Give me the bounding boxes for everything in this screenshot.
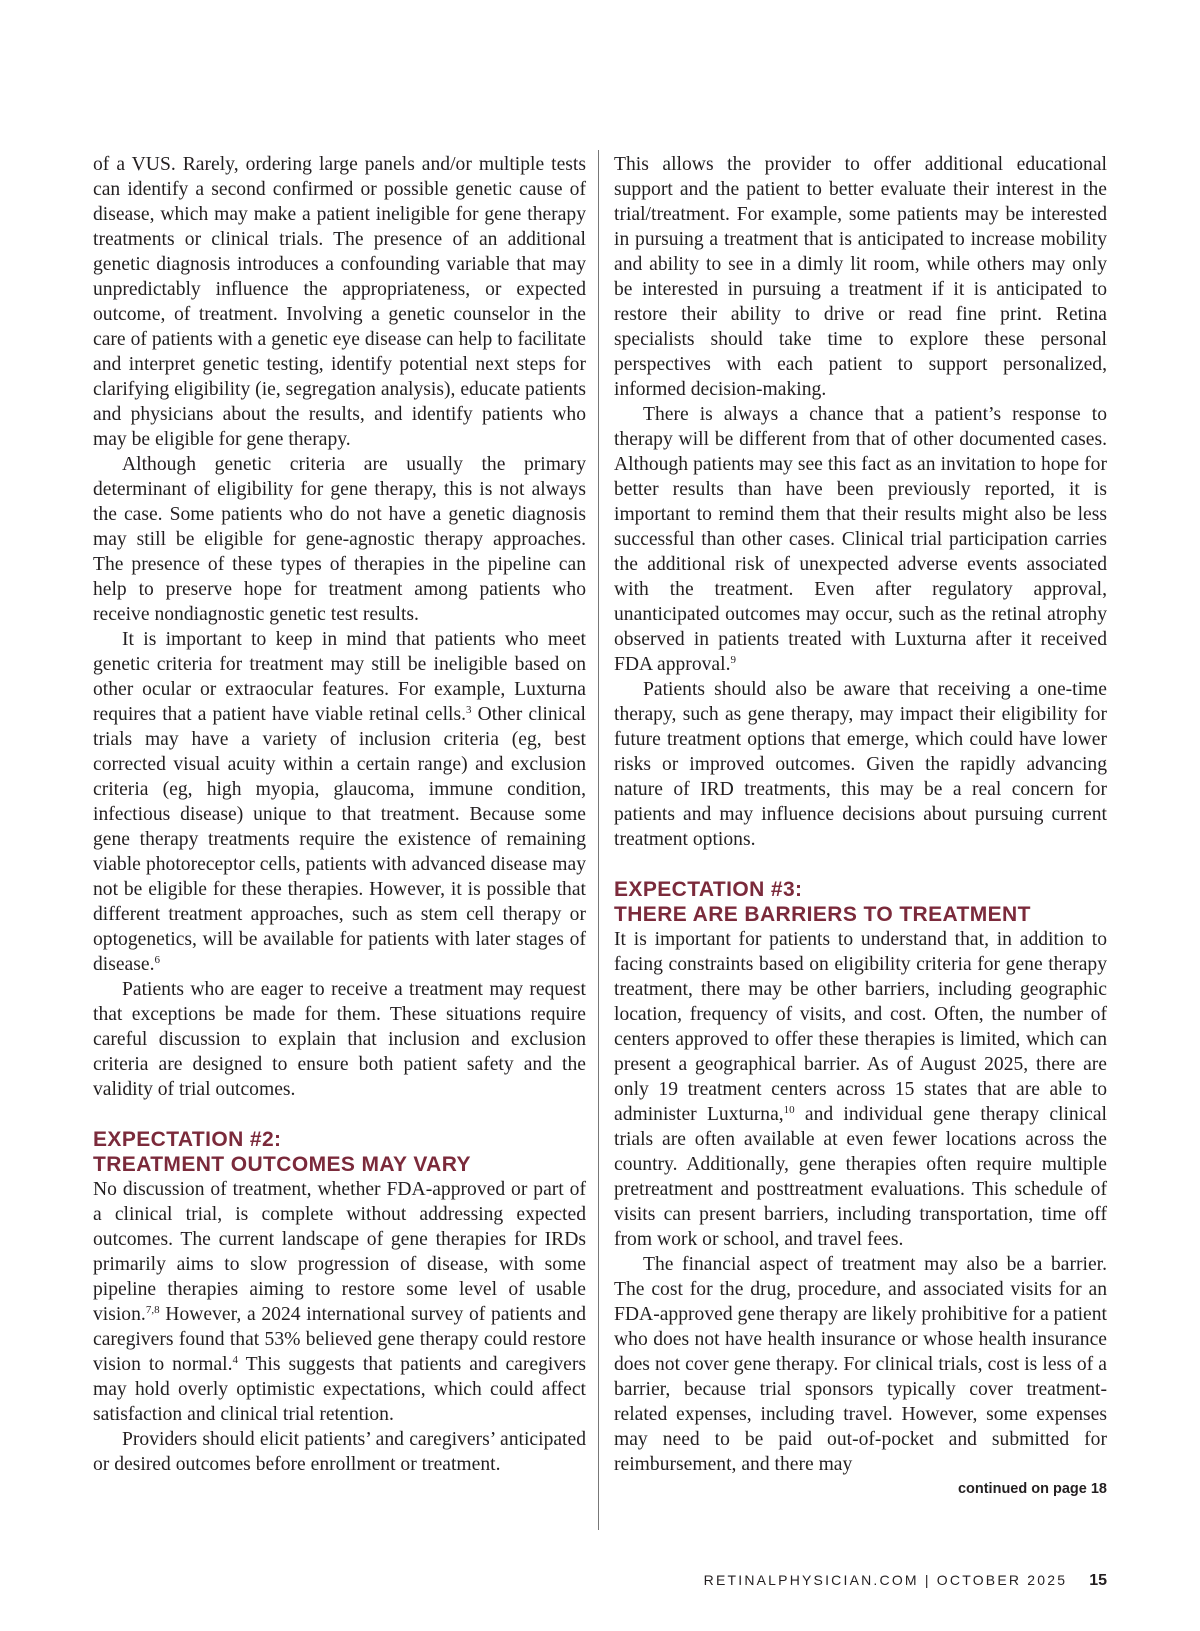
body-paragraph: Providers should elicit patients’ and caregivers’ anticipated or desired outcomes before enrollment or treatment.: [93, 1429, 586, 1475]
paragraph-text: It is important to keep in mind that patients who meet genetic criteria for treatment may still be ineligible based on other ocular or extraocular features. For example, Luxturna requires that a patient have viable retinal cells.: [93, 629, 586, 725]
heading-line: THERE ARE BARRIERS TO TREATMENT: [614, 903, 1031, 926]
body-paragraph: Although genetic criteria are usually the primary determinant of eligibility for gene therapy, this is not always the case. Some patients who do not have a genetic diagnosis may still be eligible for gene-agnostic therapy approaches. The presence of these types of therapies in the pipeline can help to preserve hope for treatment among patients who receive nondiagnostic genetic test results.: [93, 454, 586, 625]
continued-note: continued on page 18: [957, 1481, 1107, 1497]
right-column: [614, 152, 1107, 1499]
section-heading: [93, 1127, 586, 1177]
body-paragraph: Patients who are eager to receive a treatment may request that exceptions be made for them. These situations require careful discussion to explain that inclusion and exclusion criteria are designed to ensure both patient safety and the validity of trial outcomes.: [93, 979, 586, 1100]
column-divider: [598, 150, 599, 1530]
page-footer: [704, 1572, 1107, 1590]
paragraph-text: It is important for patients to understand that, in addition to facing constraints based on eligibility criteria for gene therapy treatment, there may be other barriers, including geographic location, frequency of visits, and cost. Often, the number of centers approved to offer these therapies is limited, which can present a geographical barrier. As of August 2025, there are only 19 treatment centers across 15 states that are able to administer Luxturna,: [614, 929, 1107, 1125]
body-paragraph: This allows the provider to offer additional educational support and the patient to better evaluate their interest in the trial/treatment. For example, some patients may be interested in pursuing a treatment that is anticipated to increase mobility and ability to see in a dimly lit room, while others may only be interested in pursuing a treatment if it is anticipated to restore their ability to drive or read fine print. Retina specialists should take time to explore these personal perspectives with each patient to support personalized, informed decision-making.: [614, 154, 1107, 400]
body-paragraph: Patients should also be aware that receiving a one-time therapy, such as gene therapy, may impact their eligibility for future treatment options that emerge, which could have lower risks or improved outcomes. Given the rapidly advancing nature of IRD treatments, this may be a real concern for patients and may influence decisions about pursuing current treatment options.: [614, 679, 1107, 850]
reference-superscript: 4: [232, 1354, 239, 1366]
body-paragraph: [93, 627, 586, 977]
heading-line: EXPECTATION #3:: [614, 878, 803, 901]
reference-superscript: 3: [466, 704, 472, 716]
reference-superscript: 7,8: [145, 1304, 160, 1316]
body-paragraph: [614, 402, 1107, 677]
body-paragraph: [93, 1177, 586, 1427]
left-column: [93, 152, 586, 1477]
paragraph-text: However, a 2024 international survey of patients and caregivers found that 53% believed gene therapy could restore vision to normal.: [93, 1304, 586, 1375]
paragraph-text: There is always a chance that a patient’s response to therapy will be different from that of other documented cases. Although patients may see this fact as an invitation to hope for better results than have been previously reported, it is important to remind them that their results might also be less successful than other cases. Clinical trial participation carries the additional risk of unexpected adverse events associated with the treatment. Even after regulatory approval, unanticipated outcomes may occur, such as the retinal atrophy observed in patients treated with Luxturna after it received FDA approval.: [614, 404, 1107, 675]
reference-superscript: 6: [154, 954, 160, 966]
body-paragraph: of a VUS. Rarely, ordering large panels and/or multiple tests can identify a second confirmed or possible genetic cause of disease, which may make a patient ineligible for gene therapy treatments or clinical trials. The presence of an additional genetic diagnosis introduces a confounding variable that may unpredictably influence the appropriateness, or expected outcome, of treatment. Involving a genetic counselor in the care of patients with a genetic eye disease can help to facilitate and interpret genetic testing, identify potential next steps for clarifying eligibility (ie, segregation analysis), educate patients and physicians about the results, and identify patients who may be eligible for gene therapy.: [93, 154, 586, 450]
reference-superscript: 10: [783, 1104, 795, 1116]
section-heading: [614, 877, 1107, 927]
body-paragraph: The financial aspect of treatment may also be a barrier. The cost for the drug, procedure, and associated visits for an FDA-approved gene therapy are likely prohibitive for a patient who does not have health insurance or whose health insurance does not cover gene therapy. For clinical trials, cost is less of a barrier, because trial sponsors typically cover treatment-related expenses, including travel. However, some expenses may need to be paid out-of-pocket and submitted for reimbursement, and there may: [614, 1254, 1107, 1475]
heading-line: TREATMENT OUTCOMES MAY VARY: [93, 1153, 471, 1176]
footer-site: RETINALPHYSICIAN.COM | OCTOBER 2025: [703, 1572, 1068, 1588]
body-paragraph: [614, 927, 1107, 1252]
paragraph-text: Other clinical trials may have a variety of inclusion criteria (eg, best corrected visual acuity within a certain range) and exclusion criteria (eg, high myopia, glaucoma, immune condition, infectious disease) unique to that treatment. Because some gene therapy treatments require the existence of remaining viable photoreceptor cells, patients with advanced disease may not be eligible for these therapies. However, it is possible that different treatment approaches, such as stem cell therapy or optogenetics, will be available for patients with later stages of disease.: [93, 704, 586, 975]
page-number: 15: [1089, 1572, 1107, 1589]
reference-superscript: 9: [730, 654, 736, 666]
heading-line: EXPECTATION #2:: [93, 1128, 282, 1151]
paragraph-text: and individual gene therapy clinical trials are often available at even fewer locations across the country. Additionally, gene therapies often require multiple pretreatment and posttreatment evaluations. This schedule of visits can present barriers, including transportation, time off from work or school, and travel fees.: [614, 1104, 1108, 1250]
paragraph-text: No discussion of treatment, whether FDA-approved or part of a clinical trial, is complete without addressing expected outcomes. The current landscape of gene therapies for IRDs primarily aims to slow progression of disease, with some pipeline therapies aiming to restore some level of usable vision.: [93, 1179, 586, 1325]
paragraph-text: This suggests that patients and caregivers may hold overly optimistic expectations, which could affect satisfaction and clinical trial retention.: [93, 1354, 586, 1425]
